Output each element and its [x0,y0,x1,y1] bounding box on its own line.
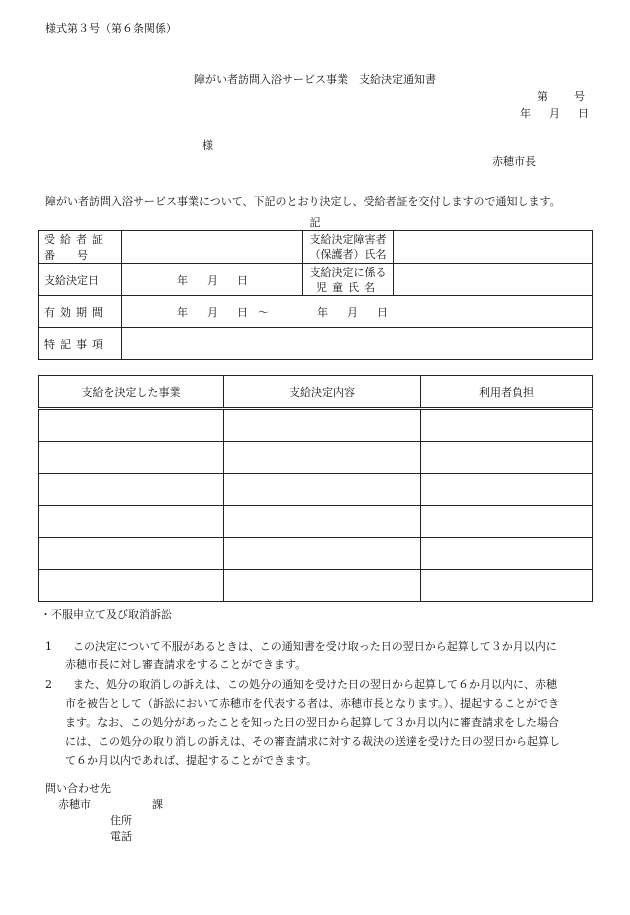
services-cell[interactable] [39,474,224,506]
appeal-item-2-line5: て６か月以内であれば、提起することができます。 [65,754,318,767]
notes-label: 特記事項 [39,328,122,360]
document-number [537,88,585,104]
valid-period-value[interactable] [122,296,593,328]
services-row [39,442,593,474]
appeal-item-2-line1 [45,675,575,694]
cert-number-label [39,231,122,264]
date-month: 月 [549,107,560,120]
services-cell[interactable] [39,570,224,602]
services-header-burden: 利用者負担 [421,376,593,409]
recipient-name-value[interactable] [394,231,593,264]
appeal-item-2-line3: ます。なお、この処分があったことを知った日の翌日から起算して３か月以内に審査請求をした場合 [65,716,560,729]
appeal-item-2 [45,675,575,770]
contact-heading: 問い合わせ先 [45,782,111,795]
services-cell[interactable] [421,538,593,570]
valid-from-year: 年 [177,305,188,319]
decision-date-label: 支給決定日 [39,264,122,296]
valid-from-day: 日 [237,305,248,319]
services-cell[interactable] [224,506,421,538]
valid-from-month: 月 [207,305,218,319]
recipient-info-table [38,230,593,360]
appeal-item-1-line2: 赤穂市長に対し審査請求をすることができます。 [65,658,307,671]
valid-to-year: 年 [317,305,328,319]
services-header-business: 支給を決定した事業 [39,376,224,409]
date-day: 日 [578,107,589,120]
services-cell[interactable] [224,570,421,602]
services-row [39,409,593,442]
notes-value[interactable] [122,328,593,360]
cert-number-label-line1: 受給者証 [44,233,108,246]
services-row [39,538,593,570]
services-cell[interactable] [421,506,593,538]
appeal-item-2-number: 2 [45,678,52,691]
services-cell[interactable] [224,409,421,442]
doc-number-go: 号 [574,90,585,103]
recipient-name-label [303,231,394,264]
doc-number-dai: 第 [537,90,548,103]
appeal-item-2-line4: には、この処分の取り消しの訴えは、その審査請求に対する裁決の送達を受けた日の翌日から起算し [65,735,560,748]
valid-to-day: 日 [377,305,388,319]
contact-address-label: 住所 [110,814,132,827]
addressee-suffix: 様 [202,139,213,152]
appeal-item-1-number: 1 [45,640,52,653]
document-title: 障がい者訪問入浴サービス事業 支給決定通知書 [194,73,436,86]
decision-date-year: 年 [177,273,188,287]
decision-date-value[interactable] [122,264,303,296]
appeal-item-2-line2: 市を被告として（訴訟において赤穂市を代表する者は、赤穂市長となります。）、提起することができ [65,697,560,710]
services-cell[interactable] [39,409,224,442]
valid-period-label: 有効期間 [39,296,122,328]
issuer-name: 赤穂市長 [492,155,536,168]
recipient-name-label-line1: 支給決定障害者 [309,233,387,246]
recipient-name-label-line2: （保護者）氏名 [309,248,387,261]
services-cell[interactable] [224,538,421,570]
services-header-content: 支給決定内容 [224,376,421,409]
cert-number-value[interactable] [122,231,303,264]
appeal-item-1 [45,638,575,674]
child-name-label-line1: 支給決定に係る [309,265,387,279]
date-year: 年 [520,107,531,120]
services-row [39,506,593,538]
contact-city: 赤穂市 [58,798,91,811]
services-cell[interactable] [421,570,593,602]
services-cell[interactable] [39,506,224,538]
services-cell[interactable] [421,474,593,506]
child-name-label-line2: 児童氏名 [316,280,380,294]
services-cell[interactable] [421,442,593,474]
appeal-heading: ・不服申立て及び取消訴訟 [40,608,172,621]
services-table-body [39,409,593,602]
intro-text: 障がい者訪問入浴サービス事業について、下記のとおり決定し、受給者証を交付しますので通知します。 [45,195,561,208]
ki-mark: 記 [309,216,321,229]
child-name-value[interactable] [394,264,593,296]
decision-date-day: 日 [237,273,248,287]
valid-to-month: 月 [347,305,358,319]
contact-department: 課 [152,798,163,811]
valid-period-separator: ～ [258,305,269,319]
document-date [520,105,589,121]
appeal-item-1-text1: この決定について不服があるときは、この通知書を受け取った日の翌日から起算して３か月以内に [73,640,557,653]
appeal-item-1-line1 [45,638,575,656]
services-cell[interactable] [39,442,224,474]
decision-date-month: 月 [207,273,218,287]
services-table [38,375,593,602]
form-number: 様式第３号（第６条関係） [45,22,177,35]
services-cell[interactable] [224,442,421,474]
appeal-item-2-text1: また、処分の取消しの訴えは、この処分の通知を受けた日の翌日から起算して６か月以内に、赤穂 [73,678,557,691]
services-cell[interactable] [224,474,421,506]
services-row [39,570,593,602]
child-name-label [303,264,394,296]
services-cell[interactable] [421,409,593,442]
cert-number-label-line2: 番 号 [44,249,88,262]
services-cell[interactable] [39,538,224,570]
services-row [39,474,593,506]
contact-phone-label: 電話 [110,830,132,843]
